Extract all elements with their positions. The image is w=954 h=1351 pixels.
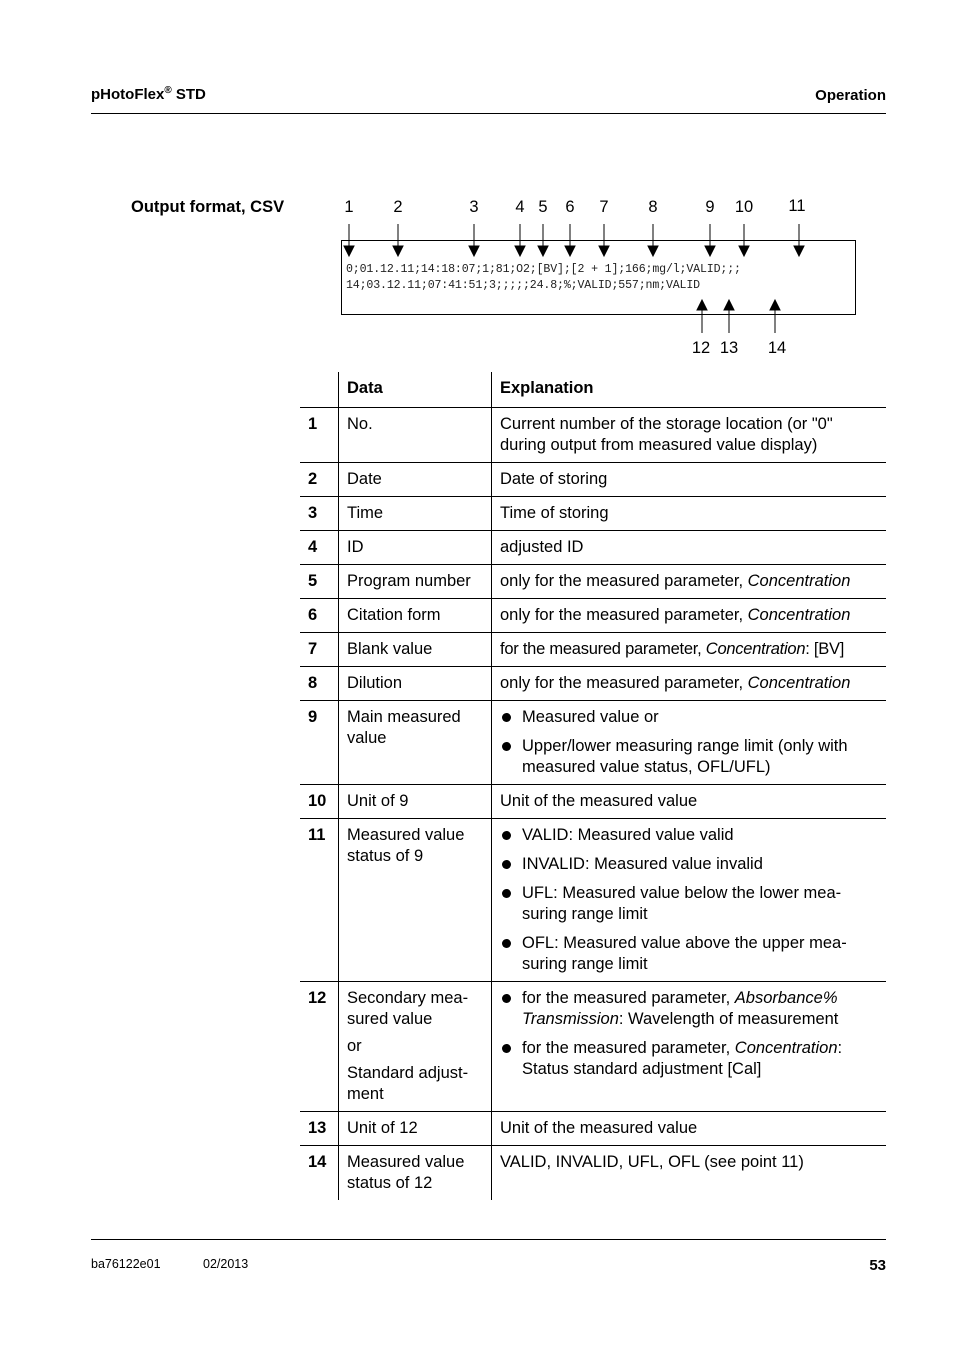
marker-6: 6 — [565, 198, 575, 216]
data-text: Secondary mea-sured value — [347, 989, 469, 1028]
row-data: Unit of 9 — [339, 785, 492, 819]
explanation-text: only for the measured parameter, — [500, 606, 748, 624]
csv-fields-table — [300, 372, 886, 1200]
header-data: Data — [339, 372, 492, 408]
bullet-text: OFL: Measured value above the upper mea-suring range limit — [522, 934, 847, 973]
bullet-text-pre: for the measured parameter, — [522, 1039, 735, 1057]
row-data: Program number — [339, 565, 492, 599]
explanation-text: only for the measured parameter, — [500, 572, 748, 590]
row-number: 2 — [308, 470, 318, 488]
row-data: Time — [339, 497, 492, 531]
row-data: Blank value — [339, 633, 492, 667]
row-data: ID — [339, 531, 492, 565]
row-data: No. — [339, 408, 492, 463]
bullet-item — [500, 933, 878, 975]
row-explanation: Date of storing — [492, 463, 887, 497]
row-data: Unit of 12 — [339, 1112, 492, 1146]
registered-mark: ® — [164, 85, 172, 96]
bullet-dot-icon — [500, 707, 522, 728]
bullet-item — [500, 825, 878, 846]
header-explanation: Explanation — [492, 372, 887, 408]
table-row — [300, 565, 886, 599]
marker-2: 2 — [393, 198, 403, 216]
row-explanation: Current number of the storage location (or "0" during output from measured value display) — [492, 408, 887, 463]
bullet-text: VALID: Measured value valid — [522, 826, 734, 844]
row-explanation — [492, 819, 887, 982]
bullet-item — [500, 854, 878, 875]
marker-4: 4 — [515, 198, 525, 216]
bullet-dot-icon — [500, 736, 522, 778]
bullet-item — [500, 707, 878, 728]
row-explanation — [492, 633, 887, 667]
product-name: pHotoFlex — [91, 86, 165, 103]
table-row — [300, 785, 886, 819]
table-row — [300, 667, 886, 701]
marker-12: 12 — [691, 339, 711, 357]
explanation-emphasis: Concentration — [747, 572, 851, 590]
bullet-text-post: : Status standard adjustment [Cal] — [522, 1039, 843, 1078]
data-text: or — [347, 1037, 362, 1055]
marker-13: 13 — [719, 339, 739, 357]
explanation-emphasis: Concentration — [705, 640, 806, 658]
row-number: 10 — [308, 792, 327, 810]
data-text: Standard adjust-ment — [347, 1064, 469, 1103]
bullet-item — [500, 736, 878, 778]
bullet-text-emphasis: Absorbance% Transmission — [522, 989, 838, 1028]
table-row — [300, 1146, 886, 1201]
explanation-suffix: : [BV] — [805, 640, 845, 658]
section-title: Output format, CSV — [131, 198, 285, 216]
footer-date: 02/2013 — [203, 1257, 249, 1271]
bullet-dot-icon — [500, 825, 522, 846]
bullet-dot-icon — [500, 933, 522, 975]
table-row — [300, 982, 886, 1112]
row-number: 8 — [308, 674, 318, 692]
marker-7: 7 — [599, 198, 609, 216]
header-section: Operation — [815, 87, 886, 104]
bullet-text: INVALID: Measured value invalid — [522, 855, 763, 873]
row-number: 4 — [308, 538, 318, 556]
table-row — [300, 701, 886, 785]
table-row — [300, 633, 886, 667]
marker-1: 1 — [344, 198, 354, 216]
footer-divider — [91, 1239, 886, 1240]
explanation-emphasis: Concentration — [747, 674, 851, 692]
marker-8: 8 — [648, 198, 658, 216]
row-explanation: adjusted ID — [492, 531, 887, 565]
explanation-text: only for the measured parameter, — [500, 674, 748, 692]
header-product — [91, 85, 206, 103]
row-number: 5 — [308, 572, 318, 590]
row-number: 12 — [308, 989, 327, 1007]
csv-example-box — [341, 240, 856, 315]
row-explanation: Unit of the measured value — [492, 785, 887, 819]
row-number: 14 — [308, 1153, 327, 1171]
bullet-item — [500, 988, 878, 1030]
footer-doc-id: ba76122e01 — [91, 1257, 161, 1271]
row-explanation: Unit of the measured value — [492, 1112, 887, 1146]
table-row — [300, 599, 886, 633]
row-explanation — [492, 982, 887, 1112]
bullet-text-emphasis: Concentration — [734, 1039, 838, 1057]
row-number: 9 — [308, 708, 318, 726]
csv-line-2: 14;03.12.11;07:41:51;3;;;;;24.8;%;VALID;557;nm;VALID — [346, 279, 700, 292]
table-header-row — [300, 372, 886, 408]
row-data: Citation form — [339, 599, 492, 633]
row-data: Dilution — [339, 667, 492, 701]
marker-3: 3 — [469, 198, 479, 216]
row-explanation — [492, 599, 887, 633]
row-explanation: VALID, INVALID, UFL, OFL (see point 11) — [492, 1146, 887, 1201]
marker-11: 11 — [788, 197, 806, 215]
row-explanation — [492, 667, 887, 701]
bullet-dot-icon — [500, 1038, 522, 1080]
bullet-dot-icon — [500, 988, 522, 1030]
bullet-item — [500, 883, 878, 925]
row-data: Main measured value — [339, 701, 492, 785]
bullet-text — [522, 988, 878, 1030]
row-number: 11 — [308, 826, 326, 844]
header-num-cell — [300, 372, 339, 408]
row-number: 3 — [308, 504, 318, 522]
bullet-text: UFL: Measured value below the lower mea-suring range limit — [522, 884, 842, 923]
marker-14: 14 — [767, 339, 787, 357]
row-number: 1 — [308, 415, 318, 433]
bullet-text — [522, 1038, 878, 1080]
bullet-text: Upper/lower measuring range limit (only with measured value status, OFL/UFL) — [522, 737, 848, 776]
product-suffix: STD — [171, 86, 206, 103]
table-row — [300, 1112, 886, 1146]
marker-10: 10 — [734, 198, 754, 216]
bullet-text-pre: for the measured parameter, — [522, 989, 735, 1007]
marker-5: 5 — [538, 198, 548, 216]
table-row — [300, 819, 886, 982]
explanation-emphasis: Concentration — [747, 606, 851, 624]
bullet-dot-icon — [500, 854, 522, 875]
row-number: 7 — [308, 640, 318, 658]
page-number: 53 — [869, 1257, 886, 1274]
row-explanation: Time of storing — [492, 497, 887, 531]
csv-line-1: 0;01.12.11;14:18:07;1;81;O2;[BV];[2 + 1];166;mg/l;VALID;;; — [346, 263, 741, 276]
table-row — [300, 497, 886, 531]
row-explanation — [492, 701, 887, 785]
row-number: 13 — [308, 1119, 327, 1137]
bullet-item — [500, 1038, 878, 1080]
table-row — [300, 531, 886, 565]
table-row — [300, 408, 886, 463]
header-divider — [91, 113, 886, 114]
row-data — [339, 982, 492, 1112]
row-data: Measured value status of 12 — [339, 1146, 492, 1201]
row-number: 6 — [308, 606, 318, 624]
row-data: Date — [339, 463, 492, 497]
bullet-text: Measured value or — [522, 708, 659, 726]
bullet-dot-icon — [500, 883, 522, 925]
bullet-text-post: : Wavelength of measurement — [618, 1010, 839, 1028]
row-explanation — [492, 565, 887, 599]
table-row — [300, 463, 886, 497]
row-data: Measured value status of 9 — [339, 819, 492, 982]
explanation-text: for the measured parameter, — [500, 640, 706, 658]
marker-9: 9 — [705, 198, 715, 216]
